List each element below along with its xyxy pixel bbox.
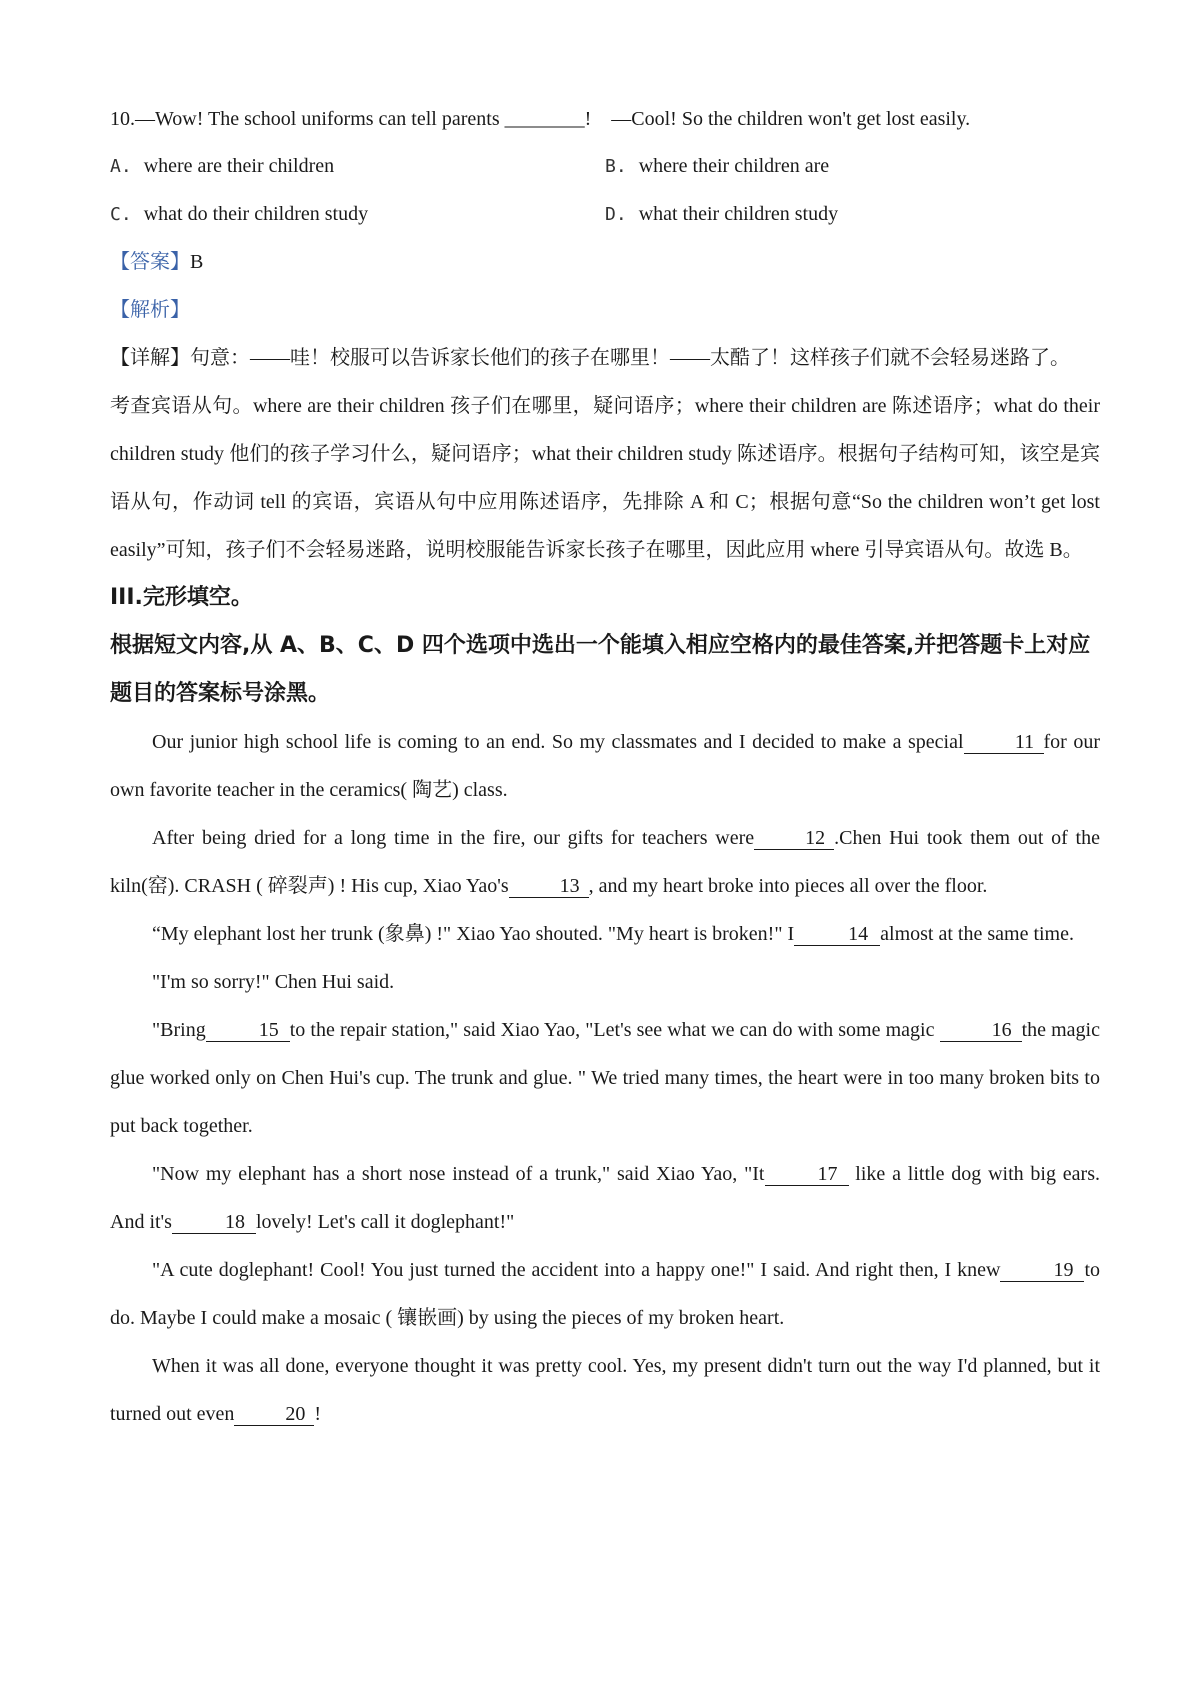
option-letter: D. [605,204,627,225]
passage-text: almost at the same time. [880,923,1074,945]
passage-text: "Bring [152,1019,206,1041]
passage-text: the magic glue worked only on Chen Hui's cup. The trunk and glue. " We tried many times, the heart were in too many broken bits to put back together. [110,1019,1100,1137]
passage-text: "Now my elephant has a short nose instead of a trunk," said Xiao Yao, "It [152,1163,765,1185]
blank-13[interactable]: 13 [509,875,589,898]
document-page [110,96,1100,1438]
option-text: where are their children [143,155,335,177]
passage-text: "A cute doglephant! Cool! You just turned the accident into a happy one!" I said. And right then, I knew [152,1259,1001,1281]
blank-11[interactable]: 11 [964,731,1044,754]
option-letter: A. [110,156,132,177]
question-stem: 10.—Wow! The school uniforms can tell parents ________! —Cool! So the children won't get lost easily. [110,108,971,130]
analysis-tag: 【解析】 [110,299,190,321]
passage-text: to the repair station," said Xiao Yao, "Let's see what we can do with some magic [289,1019,940,1041]
passage-text: .Chen Hui took them out of the kiln(窑). CRASH ( 碎裂声) ! His cup, Xiao Yao's [110,827,1100,897]
passage-text: After being dried for a long time in the fire, our gifts for teachers were [152,827,755,849]
answer-line [110,238,1100,286]
passage-paragraph-6 [110,1150,1100,1246]
passage-text: for our own favorite teacher in the ceramics( 陶艺) class. [110,731,1100,801]
option-a[interactable] [110,142,605,190]
section-title: III.完形填空。 [110,585,253,610]
passage-text: “My elephant lost her trunk (象鼻) !" Xiao Yao shouted. "My heart is broken!" I [152,923,795,945]
passage-text: "I'm so sorry!" Chen Hui said. [152,971,395,993]
passage-text: like a little dog with big ears. And it's [110,1163,1100,1233]
passage-text: When it was all done, everyone thought it was pretty cool. Yes, my present didn't turn out the way I'd planned, but it turned out even [110,1355,1100,1425]
blank-14[interactable]: 14 [794,923,880,946]
blank-18[interactable]: 18 [172,1211,256,1234]
passage-paragraph-1 [110,718,1100,814]
detail-tag: 【详解】 [110,347,190,369]
option-d[interactable] [605,190,1100,238]
passage-text: ! [314,1403,322,1425]
blank-16[interactable]: 16 [940,1019,1022,1042]
blank-12[interactable]: 12 [754,827,834,850]
passage-text: , and my heart broke into pieces all over the floor. [588,875,988,897]
blank-20[interactable]: 20 [234,1403,314,1426]
passage-text: lovely! Let's call it doglephant!" [255,1211,515,1233]
answer-tag: 【答案】 [110,251,190,273]
option-letter: B. [605,156,627,177]
options-row-1 [110,142,1100,190]
analysis-line [110,286,1100,334]
passage-paragraph-4 [110,958,1100,1006]
passage-paragraph-7 [110,1246,1100,1342]
passage-text: to do. Maybe I could make a mosaic ( 镶嵌画) by using the pieces of my broken heart. [110,1259,1100,1329]
explanation-paragraph: 考查宾语从句。where are their children 孩子们在哪里，疑问语序；where their children are 陈述语序；what do their children study 他们的孩子学习什么，疑问语序；what their children study 陈述语序。根据句子结构可知，该空是宾语从句，作动词 tell 的宾语，宾语从句中应用陈述语序，先排除 A 和 C；根据句意“So the children won’t get lost easily”可知，孩子们不会轻易迷路，说明校服能告诉家长孩子在哪里，因此应用 where 引导宾语从句。故选 B。 [110,395,1100,561]
option-letter: C. [110,204,132,225]
option-text: where their children are [638,155,830,177]
passage-paragraph-3 [110,910,1100,958]
option-text: what do their children study [143,203,369,225]
blank-15[interactable]: 15 [206,1019,290,1042]
passage-paragraph-8 [110,1342,1100,1438]
blank-17[interactable]: 17 [765,1163,849,1186]
section-instruction: 根据短文内容,从 A、B、C、D 四个选项中选出一个能填入相应空格内的最佳答案,并把答题卡上对应题目的答案标号涂黑。 [110,633,1091,706]
options-row-2 [110,190,1100,238]
passage-text: Our junior high school life is coming to an end. So my classmates and I decided to make a special [152,731,964,753]
blank-19[interactable]: 19 [1000,1259,1084,1282]
detail-text: 句意：——哇！校服可以告诉家长他们的孩子在哪里！——太酷了！这样孩子们就不会轻易迷路了。 [190,347,1070,369]
option-b[interactable] [605,142,1100,190]
option-c[interactable] [110,190,605,238]
option-text: what their children study [638,203,839,225]
detail-paragraph [110,334,1100,382]
answer-value: B [190,251,204,273]
passage-paragraph-2 [110,814,1100,910]
passage-paragraph-5 [110,1006,1100,1150]
